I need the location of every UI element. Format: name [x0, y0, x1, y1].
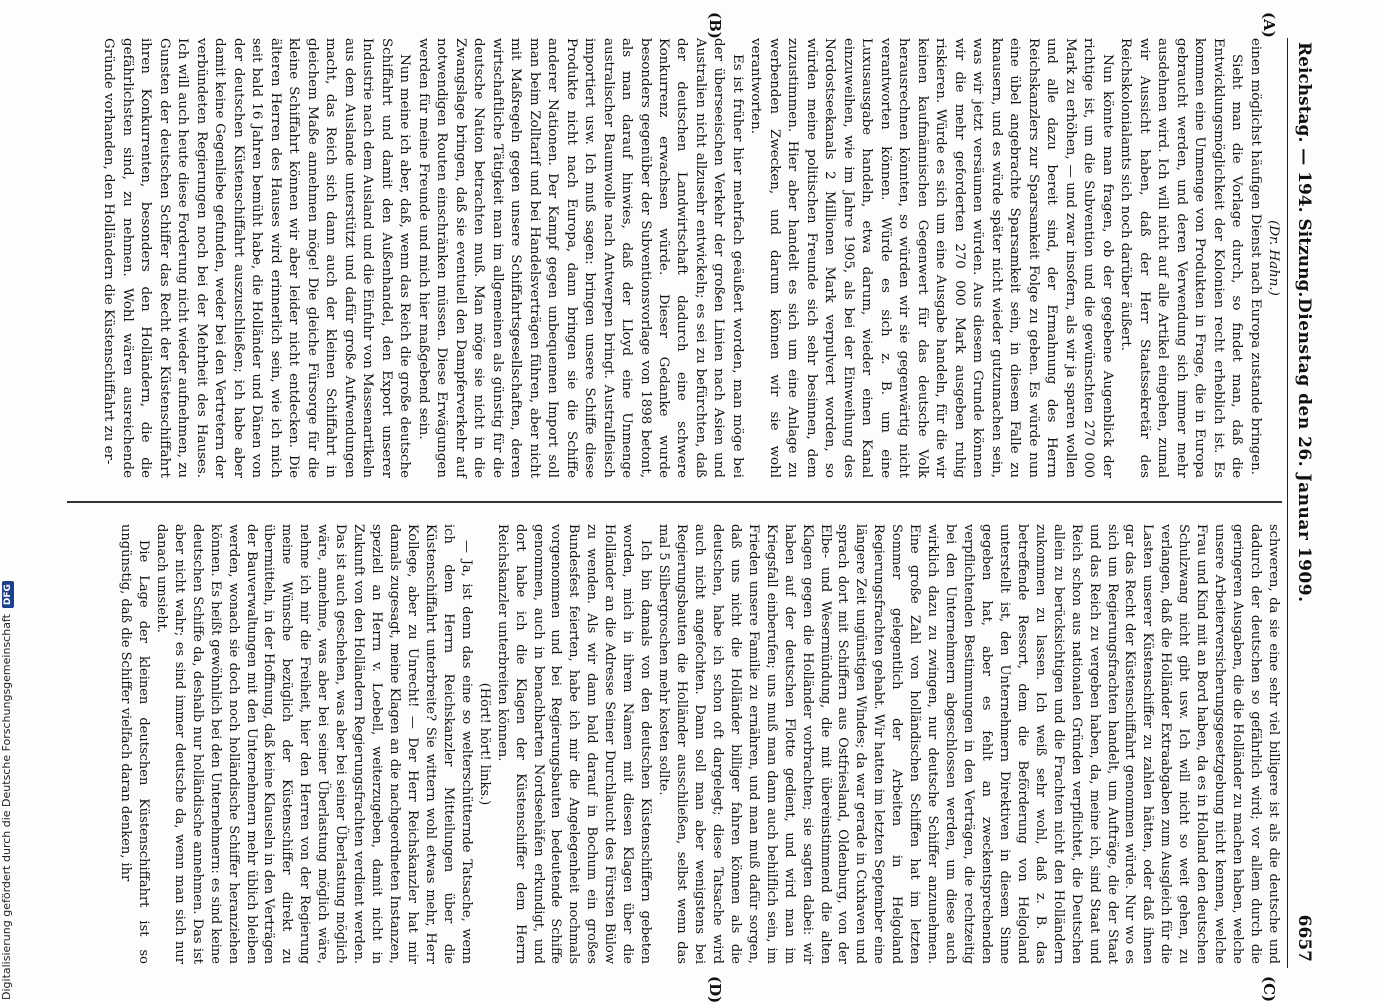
- margin-mark-d: (D): [706, 976, 724, 1003]
- rotated-page: [60, 12, 1322, 1003]
- paragraph: Ich bin damals von den deutschen Küstenschiffern gebeten worden, mich in ihrem Namen mit diesen Klagen über die Holländer an die Adresse Seiner Durchlaucht des Fürsten Bülow zu wenden. Als wir dann bald darauf in Bochum ein großes Bundesfest feierten, habe ich mir die Angelegenheit nochmals vorgenommen und bei Regierungsbauten bedeutende Schiffe genommen, auch in benachbarten Nordseehäfen erkundigt, und dort habe ich die Klagen der Küstenschiffer dem Herrn Reichskanzler unterbreiten können.: [494, 524, 654, 964]
- paragraph: Nun meine ich aber, daß, wenn das Reich die große deutsche Schiffahrt und damit den Außenhandel, den Export unserer Industrie nach dem Ausland und die Einfuhr von Massenartikeln aus dem Auslande unterstützt und dafür große Aufwendungen macht, das Reich sich dann auch der kleinen Schiffahrt in gleichem Maße annehmen möge! Die gleiche Fürsorge für die kleine Schiffahrt können wir aber leider nicht entdecken. Die älteren Herren des Hauses wird erinnerlich sein, wie ich mich seit bald 16 Jahren bemüht habe, die Holländer und Dänen von der deutschen Küstenschiffahrt auszuschließen; ich habe aber damit keine Gegenliebe gefunden, weder bei den Vertretern der verbündeten Regierungen noch bei der Mehrheit des Hauses. Ich will auch heute diese Forderung nicht wieder aufnehmen, zu Gunsten der deutschen Schiffer das Recht der Küstenschiffahrt ihren Konkurrenten, besonders den Holländern, die die gefährlichsten sind, zu nehmen. Wohl wären ausreichende Gründe vorhanden, den Holländern die Küstenschiffahrt zu er-: [101, 38, 413, 478]
- header-left: Reichstag. — 194. Sitzung.: [1294, 42, 1314, 298]
- dfg-logo: DFG: [2, 581, 14, 608]
- page-header: [1287, 38, 1322, 968]
- paragraph: einen möglichst häufigen Dienst nach Europa zustande bringen.: [1247, 38, 1263, 475]
- paragraph: Es ist früher hier mehrfach geäußert worden, man möge bei der überseeischen Verkehr der großen Linien nach Asien und Australien nicht allzusehr entwickeln; es sei zu befürchten, daß der deutschen Landwirtschaft dadurch eine schwere Konkurrenz erwachsen würde. Dieser Gedanke wurde besonders gegenüber der Subventionsvorlage von 1898 betont, als man darauf hinwies, daß der Lloyd eine Unmenge australischer Baumwolle nach Antwerpen bringt. Australfleisch importiert usw. Ich muß sagen: bringen unsere Schiffe diese Produkte nicht nach Europa, dann bringen sie die Schiffe anderer Nationen. Der Kampf gegen unbequemen Import soll man beim Zolltarif und bei Handelsverträgen führen, aber nicht mit Maßregeln gegen unsere Schiffahrtsgesellschaften, deren wirtschaftliche Tätigkeit man im allgemeinen als günstig für die deutsche Nation betrachten muß. Man möge sie nicht in die Zwangslage bringen, daß sie eventuell den Dampferverkehr auf notwendigen Routen einschränken müssen. Diese Erwägungen werden für meine Freunde und mich hier maßgebend sein.: [415, 38, 745, 478]
- paragraph: Die Lage der kleinen deutschen Küstenschiffahrt ist so ungünstig, daß die Schiffer vielfach daran denken, ihr: [118, 524, 151, 964]
- speaker-label: (Dr. Hahn.): [1266, 220, 1281, 296]
- paragraph: schweren, da sie eine sehr viel billigere ist als die deutsche und dadurch der deutschen so gefährlich wird; vor allem durch die geringeren Ausgaben, die die Holländer zu machen haben, welche unsere Arbeiterversicherungsgesetzgebung nicht kennen, welche Frau und Kind mit an Bord haben, da es in Holland den deutschen Schulzwang nicht gibt usw. Ich will nicht so weit gehen, zu verlangen, daß die Holländer Extraabgaben zum Ausgleich für die Lasten unserer Küstenschiffer zu zahlen hätten, oder daß ihnen gar das Recht der Küstenschiffahrt genommen würde. Nur wo es sich um Regierungsfrachten handelt, um Aufträge, die der Staat und das Reich zu vergeben haben, da, meine ich, sind Staat und Reich schon aus nationalen Gründen verpflichtet, die Deutschen allein zu berücksichtigen und die Frachten nicht den Holländern zukommen zu lassen. Ich weiß sehr wohl, daß z. B. das betreffende Ressort, dem die Beförderung von Helgoland unterstellt ist, den Unternehmern Direktiven in diesem Sinne gegeben hat, aber es fehlt an zweckentsprechenden verpflichtenden Bestimmungen in den Verträgen, die rechtzeitig bei den Unternehmern abgeschlossen werden, um diese auch wirklich dazu zu zwingen, nur deutsche Schiffer anzunehmen. Eine große Zahl von holländischen Schiffen hat im letzten Sommer gelegentlich der Arbeiten in Helgoland Regierungsfrachten gehabt. Wir hatten im letzten September eine längere Zeit ungünstigen Windes; da war gerade in Cuxhaven und sprach dort mit Schiffern aus Ostfriesland, Oldenburg, von der Elbe- und Wesermündung, die mit übereinstimmend die alten Klagen gegen die Holländer vorbrachten; sie sagten dabei: wir haben auf der deutschen Flotte gedient, und wird man im Kriegsfall einberufen; uns muß man dann auch behilflich sein, im Frieden unsere Familie zu ernähren, und man muß dafür sorgen, daß uns nicht die Holländer billiger fahren können als die deutschen, habe ich schon oft dargelegt; diese Tatsache wird auch nicht angefochten. Dann soll man aber wenigstens bei Regierungsbauten die Holländer ausschließen, selbst wenn das mal 5 Silbergroschen mehr kosten sollte.: [656, 524, 1281, 964]
- right-column: [116, 524, 1282, 964]
- interjection: (Hört! hört! links.): [476, 682, 492, 806]
- header-date: Dienstag den 26. Januar 1909.: [1294, 298, 1314, 603]
- digitization-credit: [0, 0, 18, 1000]
- paragraph: Nun könnte man fragen, ob der gegebene Augenblick der richtige ist, um die Subvention und die gewünschten 270 000 Mark zu erhöhen, — und zwar insofern, als wir ja sparen wollen und alle dazu bereit sind, der Ermahnung des Herrn Reichskanzlers zur Sparsamkeit Folge zu geben. Es würde nun eine übel angebrachte Sparsamkeit sein, in diesem Falle zu knausern, und es würde später nicht wieder gutzumachen sein, was wir jetzt versäumen würden. Aus diesem Grunde können wir die mehr geforderten 270 000 Mark ausgeben ruhig riskieren. Würde es sich um eine Ausgabe handeln, für die wir keinen kaufmännischen Gegenwert für das deutsche Volk herausrechnen könnten, so würden wir sie gegenwärtig nicht verantworten können. Würde es sich z. B. um eine Luxusausgabe handeln, etwa darum, wieder einen Kanal einzuweihen, wie im Jahre 1905, als bei der Einweihung des Nordostseekanals 2 Millionen Mark verpulvert worden, so würden meine politischen Freunde sich sehr besinnen, dem zuzustimmen. Hier aber handelt es sich um eine Anlage zu werbenden Zwecken, und darum können wir sie wohl verantworten.: [748, 38, 1115, 478]
- paragraph: — Ja, ist denn das eine so welterschütternde Tatsache, wenn ich dem Herrn Reichskanzler Mitteilungen über die Küstenschiffahrt unterbreite? Sie wittern wohl etwas mehr, Herr Kollege, aber zu Unrecht! — Der Herr Reichskanzler hat mir damals zugesagt, meine Klagen an die nachgeordneten Instanzen, speziell an Herrn v. Loebell, weiterzugeben, damit nicht in Zukunft von den Holländern Regierungsfrachten verdient werden. Das ist auch geschehen, was aber bei seiner Überlastung möglich wäre, annehme, was aber bei seiner Überlastung möglich wäre, nehme ich mir die Freiheit, hier den Herren von der Regierung meine Wünsche bezüglich der Küstenschiffer direkt zu übermitteln, in der Hoffnung, daß keine Klauseln in den Verträgen der Bauverwaltungen mit den Unternehmern mehr üblich bleiben werden, wonach sie doch noch holländische Schiffer heranziehen können. Es heißt gewöhnlich bei den Unternehmern: es sind keine deutschen Schiffe da, deshalb nur holländische annehmen. Das ist aber nicht wahr; es sind immer deutsche da, wenn man sich nur danach umsieht.: [153, 524, 474, 964]
- column-divider: [67, 501, 1282, 503]
- left-column: [99, 38, 1282, 478]
- page-number: 6657: [1294, 914, 1314, 962]
- credit-text: Digitalisierung gefördert durch die Deutsche Forschungsgemeinschaft: [0, 614, 13, 1000]
- margin-mark-a: (A): [1260, 12, 1278, 38]
- paragraph: Sieht man die Vorlage durch, so findet man, daß die Entwicklungsmöglichkeit der Kolonien recht erheblich ist. Es kommen eine Unmenge von Produkten in Frage, die in Europa gebraucht werden, und deren Verwendung sich immer mehr ausdehnen wird. Ich will nicht auf alle Artikel eingehen, zumal wir Aussicht haben, daß der Herr Staatssekretär des Reichskolonialamts sich noch darüber äußert.: [1118, 38, 1245, 478]
- margin-mark-b: (B): [706, 12, 724, 39]
- margin-mark-c: (C): [1260, 976, 1278, 1003]
